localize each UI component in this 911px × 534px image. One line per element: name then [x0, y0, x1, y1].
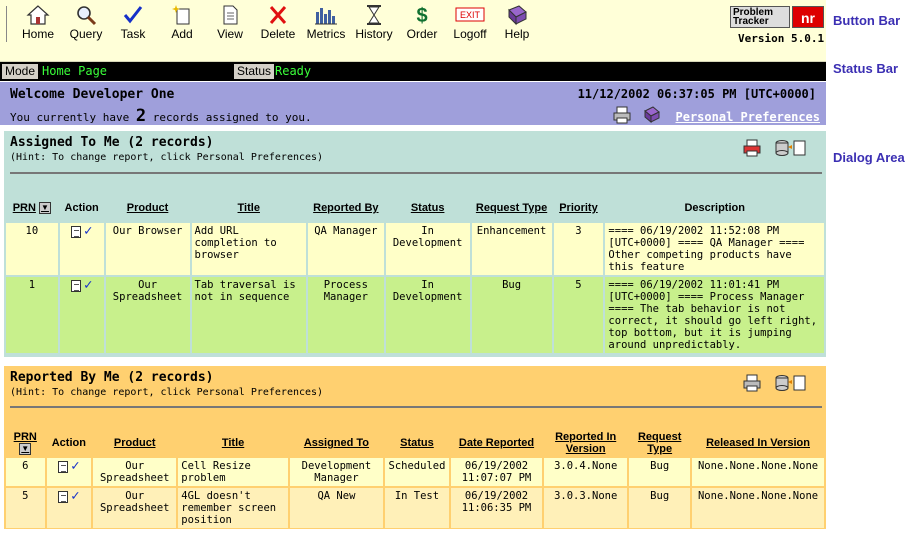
- cell-prn: 6: [6, 458, 45, 486]
- cell-date-reported: 06/19/2002 11:07:07 PM: [451, 458, 542, 486]
- mode-value: Home Page: [42, 64, 108, 78]
- add-button[interactable]: Add: [162, 4, 202, 44]
- column-header-product[interactable]: Product: [113, 437, 156, 450]
- cell-action: [60, 277, 104, 353]
- section-title: Reported By Me (2 records): [10, 370, 214, 385]
- cell-date-reported: 06/19/2002 11:06:35 PM: [451, 488, 542, 528]
- task-check-icon[interactable]: ✓: [83, 223, 93, 239]
- cell-title: Cell Resize problem: [178, 458, 288, 486]
- cell-prn: 10: [6, 223, 58, 275]
- dialog-area-label: Dialog Area: [833, 150, 905, 165]
- status-bar: [0, 62, 826, 81]
- section-hint: (Hint: To change report, click Personal Preferences): [10, 152, 324, 163]
- cell-request-type: Bug: [629, 488, 690, 528]
- version-label: Version 5.0.1: [738, 32, 825, 45]
- assigned-count: 2: [135, 106, 147, 126]
- cell-title: 4GL doesn't remember screen position: [178, 488, 288, 528]
- hourglass-icon: [362, 4, 386, 26]
- exit-sign-icon: [455, 4, 485, 26]
- cell-description: ==== 06/19/2002 11:52:08 PM [UTC+0000] ==== QA Manager ==== Other competing products have this feature: [605, 223, 824, 275]
- view-record-icon[interactable]: [58, 461, 68, 473]
- cell-product: Our Spreadsheet: [93, 488, 176, 528]
- cell-released-in-version: None.None.None.None: [692, 488, 824, 528]
- assigned-table: [4, 193, 826, 355]
- cell-action: [60, 223, 104, 275]
- cell-released-in-version: None.None.None.None: [692, 458, 824, 486]
- help-button[interactable]: Help: [497, 4, 537, 44]
- cell-status: In Development: [386, 277, 470, 353]
- column-header-assigned-to[interactable]: Assigned To: [303, 437, 370, 450]
- task-check-icon[interactable]: ✓: [71, 458, 80, 475]
- cell-title: Add URL completion to browser: [192, 223, 306, 275]
- cell-reported-by: Process Manager: [308, 277, 384, 353]
- section-divider: [10, 406, 822, 408]
- magnifier-icon: [74, 4, 98, 26]
- cell-description: ==== 06/19/2002 11:01:41 PM [UTC+0000] ==== Process Manager ==== The tab behavior is not correct, it should go left right, top bottom, but it is jumping around unpredictably.: [605, 277, 824, 353]
- section-title: Assigned To Me (2 records): [10, 135, 214, 150]
- cell-reported-in-version: 3.0.4.None: [544, 458, 627, 486]
- column-header-reported-by[interactable]: Reported By: [313, 202, 379, 214]
- assigned-count-text: You currently have 2 records assigned to you.: [10, 106, 312, 126]
- welcome-panel: [0, 82, 826, 127]
- column-header-action: Action: [51, 437, 86, 450]
- cell-prn: 5: [6, 488, 45, 528]
- view-record-icon[interactable]: [71, 280, 81, 292]
- column-header-prn[interactable]: PRN ▼: [6, 195, 58, 221]
- button-bar-label: Button Bar: [833, 13, 901, 28]
- cell-title: Tab traversal is not in sequence: [192, 277, 306, 353]
- table-row: [6, 277, 824, 353]
- cell-assigned-to: QA New: [290, 488, 383, 528]
- order-button[interactable]: $ Order: [406, 5, 438, 41]
- cell-priority: 5: [554, 277, 604, 353]
- status-bar-label: Status Bar: [833, 61, 899, 76]
- column-header-priority[interactable]: Priority: [559, 202, 598, 214]
- cell-reported-by: QA Manager: [308, 223, 384, 275]
- problem-tracker-logo: Problem Tracker nr: [730, 6, 824, 28]
- status-value: Ready: [275, 64, 312, 78]
- assigned-to-me-section: [4, 131, 826, 357]
- column-header-status[interactable]: Status: [410, 202, 445, 214]
- view-record-icon[interactable]: [71, 226, 81, 238]
- svg-text:EXIT: EXIT: [459, 10, 481, 20]
- current-timestamp: 11/12/2002 06:37:05 PM [UTC+0000]: [577, 87, 816, 101]
- section-hint: (Hint: To change report, click Personal Preferences): [10, 387, 324, 398]
- metrics-button[interactable]: Metrics: [305, 4, 347, 44]
- reported-by-me-section: [4, 366, 826, 529]
- cell-request-type: Bug: [472, 277, 552, 353]
- cell-status: Scheduled: [385, 458, 449, 486]
- task-check-icon[interactable]: ✓: [83, 277, 93, 293]
- home-button[interactable]: Home: [18, 4, 58, 44]
- red-x-icon: [266, 4, 290, 26]
- svg-text:$: $: [416, 5, 428, 26]
- home-icon: [26, 4, 50, 26]
- export-report-icon[interactable]: [774, 374, 808, 395]
- cell-request-type: Enhancement: [472, 223, 552, 275]
- cell-product: Our Browser: [106, 223, 190, 275]
- column-header-request-type[interactable]: Request Type: [637, 431, 682, 456]
- column-header-prn[interactable]: PRN ▼: [13, 431, 37, 454]
- logoff-button[interactable]: EXIT Logoff: [449, 4, 491, 44]
- delete-button[interactable]: Delete: [258, 4, 298, 44]
- toolbar-grip: [6, 6, 7, 42]
- query-button[interactable]: Query: [66, 4, 106, 44]
- print-report-icon[interactable]: [742, 139, 762, 160]
- cell-assigned-to: Development Manager: [290, 458, 383, 486]
- task-check-icon[interactable]: ✓: [71, 488, 80, 505]
- help-book-icon: [505, 4, 529, 26]
- welcome-greeting: Welcome Developer One: [10, 87, 175, 102]
- cell-reported-in-version: 3.0.3.None: [544, 488, 627, 528]
- dollar-icon: [410, 4, 434, 26]
- cell-product: Our Spreadsheet: [106, 277, 190, 353]
- cell-action: [47, 458, 92, 486]
- cell-action: [47, 488, 92, 528]
- table-row: [6, 458, 824, 486]
- column-header-description: Description: [684, 202, 745, 214]
- section-divider: [10, 172, 822, 174]
- column-header-date-reported[interactable]: Date Reported: [458, 437, 535, 450]
- status-label: Status: [234, 64, 274, 79]
- view-button[interactable]: View: [210, 4, 250, 44]
- reported-table: [4, 428, 826, 530]
- column-header-title[interactable]: Title: [221, 437, 245, 450]
- task-button[interactable]: Task: [113, 4, 153, 44]
- column-header-status[interactable]: Status: [400, 437, 434, 450]
- column-header-product[interactable]: Product: [126, 202, 169, 214]
- export-report-icon[interactable]: [774, 139, 808, 160]
- cell-priority: 3: [554, 223, 604, 275]
- cell-prn: 1: [6, 277, 58, 353]
- cell-product: Our Spreadsheet: [93, 458, 176, 486]
- sort-dropdown-icon[interactable]: ▼: [19, 443, 31, 455]
- table-row: [6, 223, 824, 275]
- column-header-title[interactable]: Title: [237, 202, 260, 214]
- cell-request-type: Bug: [629, 458, 690, 486]
- printer-icon[interactable]: [612, 106, 632, 124]
- column-header-reported-in-version[interactable]: Reported In Version: [555, 431, 617, 456]
- sort-dropdown-icon[interactable]: ▼: [39, 202, 51, 214]
- table-row: [6, 488, 824, 528]
- personal-preferences-link[interactable]: Personal Preferences: [675, 110, 820, 124]
- column-header-request-type[interactable]: Request Type: [475, 202, 548, 214]
- column-header-released-in-version[interactable]: Released In Version: [706, 437, 810, 450]
- cell-status: In Development: [386, 223, 470, 275]
- button-bar: [0, 0, 826, 62]
- print-report-icon[interactable]: [742, 374, 762, 395]
- history-button[interactable]: History: [353, 4, 395, 44]
- bar-chart-icon: [314, 4, 338, 26]
- view-record-icon[interactable]: [58, 491, 68, 503]
- document-icon: [218, 4, 242, 26]
- cell-status: In Test: [385, 488, 449, 528]
- help-book-icon[interactable]: [642, 106, 662, 124]
- checkmark-icon: [121, 4, 145, 26]
- mode-label: Mode: [2, 64, 38, 79]
- new-document-icon: [170, 4, 194, 26]
- column-header-action: Action: [64, 202, 99, 214]
